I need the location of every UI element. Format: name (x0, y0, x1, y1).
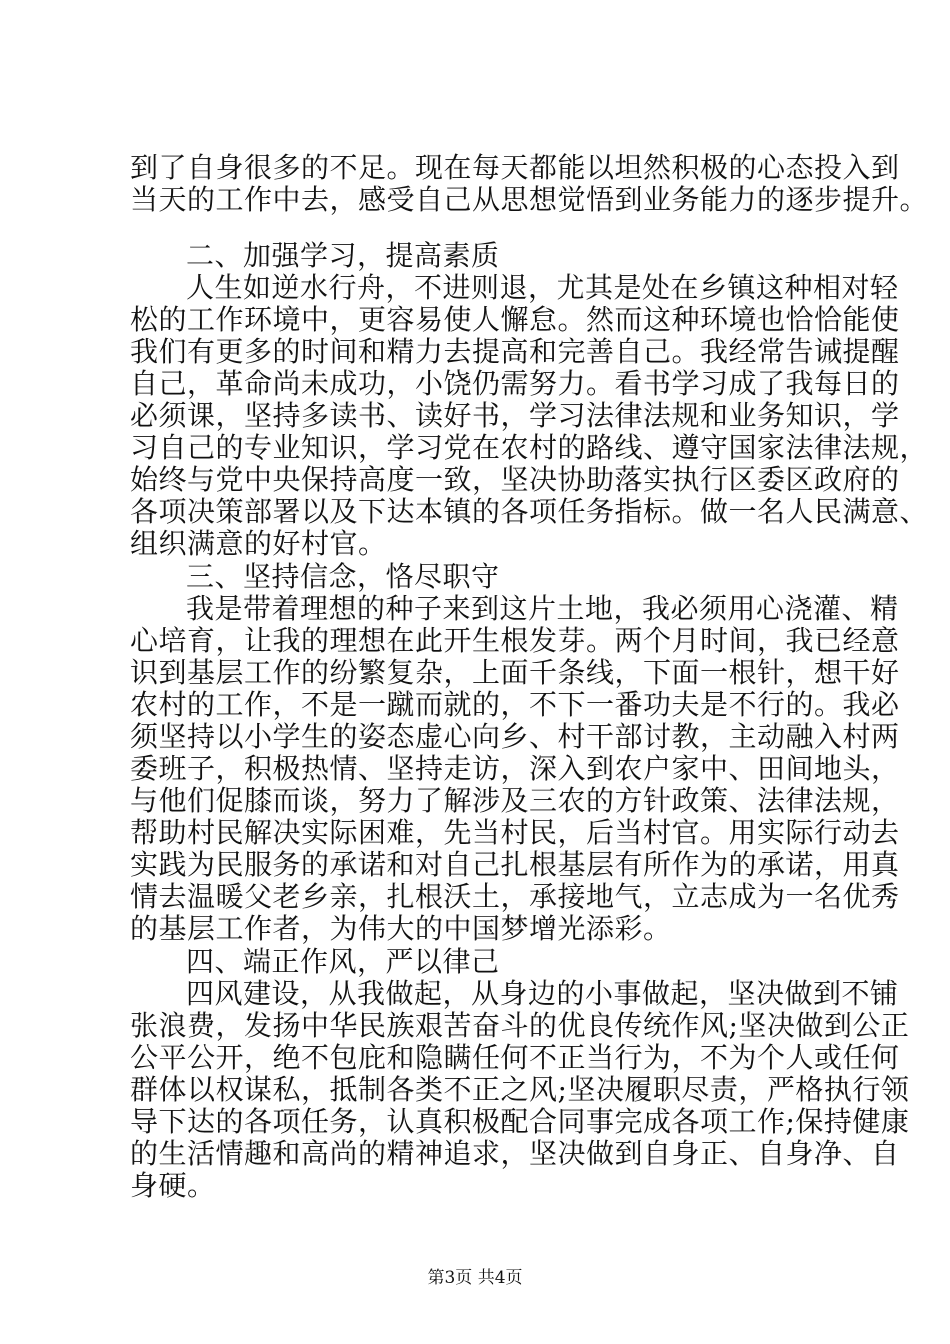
text-line: 委班子，积极热情、坚持走访，深入到农户家中、田间地头， (130, 752, 900, 785)
text-line: 我是带着理想的种子来到这片土地，我必须用心浇灌、精 (186, 592, 899, 625)
text-line: 到了自身很多的不足。现在每天都能以坦然积极的心态投入到 (130, 151, 900, 184)
text-line: 必须课，坚持多读书、读好书，学习法律法规和业务知识，学 (130, 399, 900, 432)
text-line: 始终与党中央保持高度一致，坚决协助落实执行区委区政府的 (130, 463, 900, 496)
text-line: 与他们促膝而谈，努力了解涉及三农的方针政策、法律法规， (130, 784, 900, 817)
text-line: 的基层工作者，为伟大的中国梦增光添彩。 (130, 912, 672, 945)
section-heading: 三、坚持信念，恪尽职守 (186, 560, 500, 593)
text-line: 帮助村民解决实际困难，先当村民，后当村官。用实际行动去 (130, 816, 900, 849)
text-line: 群体以权谋私，抵制各类不正之风;坚决履职尽责，严格执行领 (130, 1073, 910, 1106)
text-line: 人生如逆水行舟，不进则退，尤其是处在乡镇这种相对轻 (186, 271, 899, 304)
text-line: 我们有更多的时间和精力去提高和完善自己。我经常告诫提醒 (130, 335, 900, 368)
text-line: 松的工作环境中，更容易使人懈怠。然而这种环境也恰恰能使 (130, 303, 900, 336)
text-line: 农村的工作，不是一蹴而就的，不下一番功夫是不行的。我必 (130, 688, 900, 721)
text-line: 张浪费，发扬中华民族艰苦奋斗的优良传统作风;坚决做到公正 (130, 1009, 910, 1042)
text-line: 习自己的专业知识，学习党在农村的路线、遵守国家法律法规， (130, 431, 929, 464)
text-line: 导下达的各项任务，认真积极配合同事完成各项工作;保持健康 (130, 1105, 910, 1138)
text-line: 须坚持以小学生的姿态虚心向乡、村干部讨教，主动融入村两 (130, 720, 900, 753)
text-line: 组织满意的好村官。 (130, 527, 387, 560)
text-line: 自己，革命尚未成功，小饶仍需努力。看书学习成了我每日的 (130, 367, 900, 400)
section-heading: 二、加强学习，提高素质 (186, 239, 500, 272)
text-line: 识到基层工作的纷繁复杂，上面千条线，下面一根针，想干好 (130, 656, 900, 689)
text-line: 的生活情趣和高尚的精神追求，坚决做到自身正、自身净、自 (130, 1137, 900, 1170)
text-line: 四风建设，从我做起，从身边的小事做起，坚决做到不铺 (186, 977, 899, 1010)
section-heading: 四、端正作风，严以律己 (186, 945, 500, 978)
text-line: 实践为民服务的承诺和对自己扎根基层有所作为的承诺，用真 (130, 848, 900, 881)
text-line: 公平公开，绝不包庇和隐瞒任何不正当行为，不为个人或任何 (130, 1041, 900, 1074)
text-line: 各项决策部署以及下达本镇的各项任务指标。做一名人民满意、 (130, 495, 929, 528)
text-line: 当天的工作中去，感受自己从思想觉悟到业务能力的逐步提升。 (130, 183, 929, 216)
text-line: 心培育，让我的理想在此开生根发芽。两个月时间，我已经意 (130, 624, 900, 657)
text-line: 情去温暖父老乡亲，扎根沃土，承接地气，立志成为一名优秀 (130, 880, 900, 913)
text-line: 身硬。 (130, 1169, 216, 1202)
page-number-footer: 第3页 共4页 (427, 1268, 523, 1288)
